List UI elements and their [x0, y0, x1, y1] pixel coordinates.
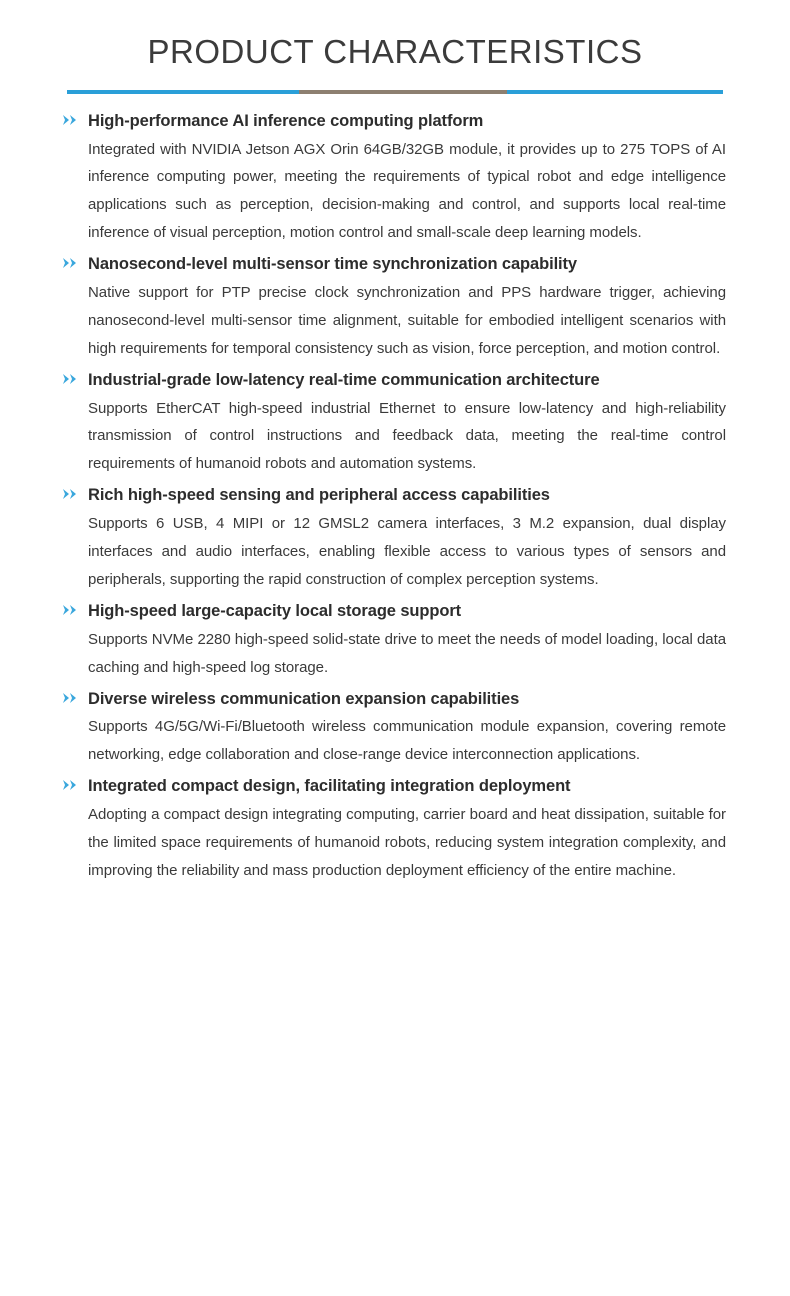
feature-heading	[62, 600, 728, 624]
list-item	[62, 253, 728, 363]
double-chevron-right-icon	[62, 487, 80, 507]
feature-title: High-performance AI inference computing platform	[88, 111, 484, 130]
feature-heading	[62, 484, 728, 508]
double-chevron-right-icon	[62, 372, 80, 392]
feature-title: High-speed large-capacity local storage support	[88, 601, 462, 620]
feature-body: Supports 6 USB, 4 MIPI or 12 GMSL2 camera interfaces, 3 M.2 expansion, dual display interfaces and audio interfaces, enabling flexible access to various types of sensors and peripherals, supporting the rapid construction of complex perception systems.	[88, 515, 726, 588]
list-item	[62, 600, 728, 682]
divider-segment-right	[507, 90, 723, 94]
double-chevron-right-icon	[62, 256, 80, 276]
feature-list	[62, 110, 728, 885]
divider-segment-middle	[299, 90, 507, 94]
feature-body: Integrated with NVIDIA Jetson AGX Orin 64GB/32GB module, it provides up to 275 TOPS of AI inference computing power, meeting the requirements of typical robot and edge intelligence applications such as perception, decision-making and control, and supports local real-time inference of visual perception, motion control and small-scale deep learning models.	[88, 140, 726, 242]
feature-heading	[62, 688, 728, 712]
double-chevron-right-icon	[62, 778, 80, 798]
double-chevron-right-icon	[62, 603, 80, 623]
feature-heading	[62, 369, 728, 393]
feature-body: Supports NVMe 2280 high-speed solid-state drive to meet the needs of model loading, local data caching and high-speed log storage.	[88, 630, 726, 676]
feature-heading	[62, 253, 728, 277]
list-item	[62, 110, 728, 247]
list-item	[62, 484, 728, 594]
title-divider	[67, 90, 723, 94]
feature-body: Supports 4G/5G/Wi-Fi/Bluetooth wireless communication module expansion, covering remote networking, edge collaboration and close-range device interconnection applications.	[88, 718, 726, 764]
feature-heading	[62, 110, 728, 134]
list-item	[62, 369, 728, 479]
list-item	[62, 688, 728, 770]
page-title: PRODUCT CHARACTERISTICS	[147, 33, 643, 70]
feature-title: Diverse wireless communication expansion capabilities	[88, 689, 520, 708]
divider-segment-left	[67, 90, 299, 94]
feature-title: Rich high-speed sensing and peripheral access capabilities	[88, 486, 550, 505]
double-chevron-right-icon	[62, 691, 80, 711]
feature-body: Supports EtherCAT high-speed industrial Ethernet to ensure low-latency and high-reliability transmission of control instructions and feedback data, meeting the real-time control requirements of humanoid robots and automation systems.	[88, 399, 726, 473]
feature-title: Nanosecond-level multi-sensor time synchronization capability	[88, 255, 578, 274]
feature-body: Adopting a compact design integrating computing, carrier board and heat dissipation, suitable for the limited space requirements of humanoid robots, reducing system integration complexity, and improving the reliability and mass production deployment efficiency of the entire machine.	[88, 806, 726, 879]
feature-body: Native support for PTP precise clock synchronization and PPS hardware trigger, achieving nanosecond-level multi-sensor time alignment, suitable for embodied intelligent scenarios with high requirements for temporal consistency such as vision, force perception, and motion control.	[88, 284, 726, 357]
list-item	[62, 775, 728, 885]
feature-title: Industrial-grade low-latency real-time communication architecture	[88, 370, 600, 389]
double-chevron-right-icon	[62, 113, 80, 133]
feature-heading	[62, 775, 728, 799]
feature-title: Integrated compact design, facilitating integration deployment	[88, 777, 571, 796]
